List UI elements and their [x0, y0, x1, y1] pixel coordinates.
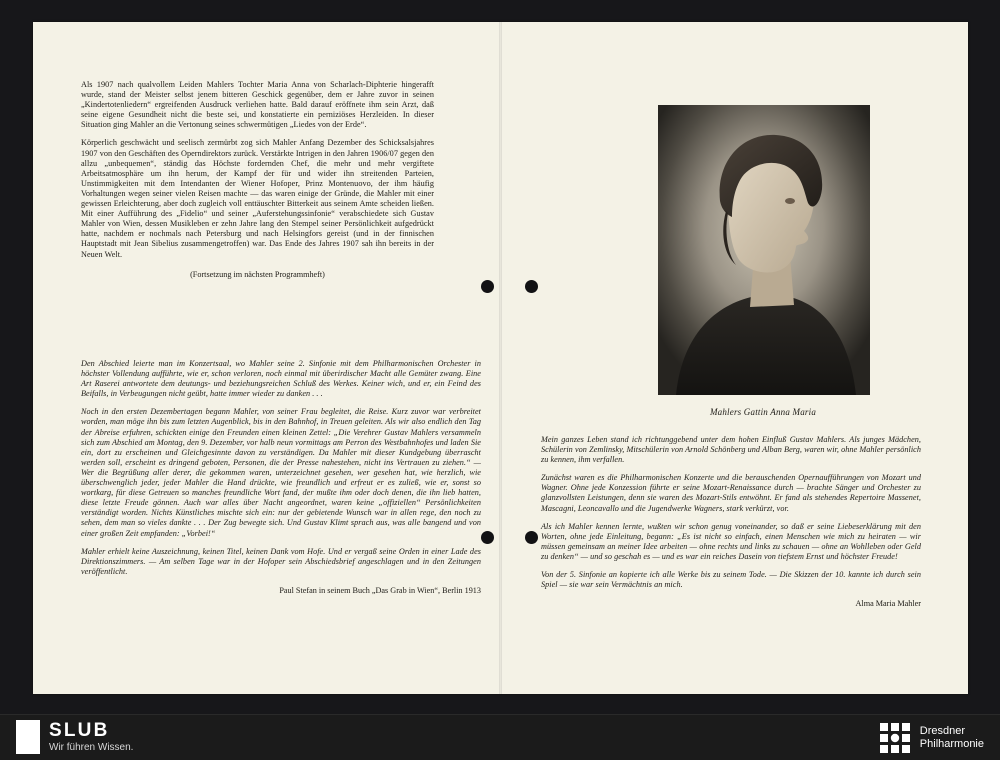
- left-top-text-column: [81, 80, 434, 280]
- punch-hole: [525, 280, 538, 293]
- page-fold: [499, 22, 502, 694]
- paragraph: Von der 5. Sinfonie an kopierte ich alle Werke bis zu seinem Tode. — Die Skizzen der 10. kannte ich durch sein Spiel — sie war sein Vermächtnis an mich.: [541, 570, 921, 590]
- photo-caption: Mahlers Gattin Anna Maria: [709, 407, 817, 417]
- paragraph: Noch in den ersten Dezembertagen begann Mahler, von seiner Frau begleitet, die Reise. Kurz zuvor war verbreitet worden, man möge ihn bis zum letzten Augenblick, bis in den Bahnhof, in Treuen geleiten. Als wir also endlich den Tag der Abreise erfuhren, schickten einige den Freunden einen kleinen Zettel: „Die Verehrer Gustav Mahlers versammeln sich zum Abschied am Montag, den 9. Dezember, vor halb neun vormittags am Perron des Westbahnhofes und laden Sie ein, dort zu erscheinen und Gleichgesinnte davon zu verständigen. Da Mahler mit dieser Kundgebung überrascht werden soll, erscheint es dringend geboten, Personen, die der Presse nahestehen, nicht ins Vertrauen zu ziehen.“ — Wer die Begrüßung aller derer, die gekommen waren, unterzeichnet gesehen, wer gesehen hat, wie herzlich, wie überschwenglich jeder, jeder Mahler die Hand drückte, wie freundlich und erfreut er es zuließ, wie er, sonst so wortkarg, für diese Getreuen so manches freundliche Wort fand, der mußte ihm oder doch denen, die ihn lieb hatten, diese letzte Freude gönnen. Auch war alles über Nacht angeordnet, waren keine „offiziellen“ Persönlichkeiten verständigt worden. Nichts Künstliches mischte sich ein: nur der gebietende Wunsch war in allen rege, den noch zu sehen, dem man so vieles dankte . . . Der Zug bewegte sich. Und Gustav Klimt sprach aus, was alle bangend und von einer großen Zeit empfanden: „Vorbei!“: [81, 407, 481, 538]
- paragraph: Den Abschied leierte man im Konzertsaal, wo Mahler seine 2. Sinfonie mit dem Philharmonischen Orchester in höchster Vollendung aufführte, wie er, schon verloren, noch einmal mit überirdischer Macht alle Gemüter zwang. Eine Art Raserei antwortete dem deutungs- und beziehungsreichen Schluß des Werkes. Keiner wich, und er, ein Feind des Beifalls, in Verbeugungen nicht geübt, hatte immer wieder zu danken . . .: [81, 359, 481, 399]
- punch-hole: [481, 531, 494, 544]
- source-credit: Paul Stefan in seinem Buch „Das Grab in Wien“, Berlin 1913: [279, 585, 481, 595]
- right-bottom-text-column: [541, 435, 921, 618]
- paragraph: Mein ganzes Leben stand ich richtunggebend unter dem hohen Einfluß Gustav Mahlers. Als junges Mädchen, Schülerin von Zemlinsky, Mitschülerin von Arnold Schönberg und Alban Berg, waren wir, ohne Mahler persönlich zu kennen, ihm verfallen.: [541, 435, 921, 465]
- paragraph: Mahler erhielt keine Auszeichnung, keinen Titel, keinen Dank vom Hofe. Und er vergaß seine Orden in einer Lade des Direktionszimmers. — Am selben Tage war in der Hofoper sein Abschiedsbrief angeschlagen und in den Zeitungen veröffentlicht.: [81, 546, 481, 576]
- photograph-anna-maria-mahler: [658, 105, 870, 395]
- punch-hole: [481, 280, 494, 293]
- scanned-page: [33, 22, 968, 694]
- slub-name: SLUB: [49, 720, 110, 741]
- author-credit: Alma Maria Mahler: [855, 599, 921, 609]
- dresdner-philharmonie-logo: [880, 723, 984, 753]
- photograph-frame: [658, 105, 870, 395]
- slub-logo-text: [49, 720, 133, 754]
- paragraph: Als ich Mahler kennen lernte, wußten wir schon genug voneinander, so daß er seine Liebeserklärung mit den Worten, ohne jede Einleitung, begann: „Es ist nicht so einfach, einen Menschen wie mich zu heiraten — wir müssen gemeinsam an meiner Idee arbeiten — ohne rechts und links zu schauen — ohne an Wohlleben oder Geld zu denken“ — und so geschah es — und es war ein reiches Dasein von tiefstem Ernst und höchster Freude!: [541, 521, 921, 561]
- slub-logo: [16, 720, 133, 754]
- left-bottom-text-column: [81, 359, 481, 604]
- philharmonie-line2: Philharmonie: [919, 738, 984, 750]
- punch-hole: [525, 531, 538, 544]
- paragraph: Zunächst waren es die Philharmonischen Konzerte und die berauschenden Opernaufführungen von Mozart und Wagner. Ohne jede Konzession führte er seine Mozart-Renaissance durch — brachte Sänger und Orchester zu glanzvollsten Leistungen, denn sie waren des Mozart-Stils entwöhnt. Er fand als stehendes Repertoire Massenet, Mascagni, Leoncavallo und die Jugendwerke Wagners, stark verkürzt, vor.: [541, 473, 921, 513]
- philharmonie-name: [920, 725, 984, 752]
- paragraph: Körperlich geschwächt und seelisch zermürbt zog sich Mahler Anfang Dezember des Schicksalsjahres 1907 von den Geschäften des Operndirektors zurück. Verstärkte Intrigen in den Jahren 1906/07 gegen den allzu „unbequemen“, ständig das Höchste fordernden Chef, die mehr und mehr vergiftete Arbeitsatmosphäre um ihn herum, der Kampf der für und wider ihn streitenden Parteien, Unstimmigkeiten mit dem Intendanten der Wiener Hofoper, Prinz Montenuovo, der ihm häufig Vorhaltungen wegen seiner vielen Reisen machte — das waren einige der Gründe, die Mahler mit einer gewissen Erleichterung, aber doch zugleich voll enttäuschter Bitterkeit aus seinem Amte scheiden ließen. Mit einer Aufführung des „Fidelio“ und seiner „Auferstehungssinfonie“ verabschiedete sich Gustav Mahler von Wien, dessen Musikleben er zehn Jahre lang den Stempel seiner Persönlichkeit aufgedrückt hatte, nachdem er nochmals nach Petersburg und nach Helsingfors gereist (und in der finnischen Hauptstadt mit Jean Sibelius zusammengetroffen) war. Das Ende des Jahres 1907 sah ihn bereits in der Neuen Welt.: [81, 138, 434, 259]
- philharmonie-line1: Dresdner: [919, 724, 966, 737]
- portrait-silhouette-icon: [658, 105, 870, 395]
- slub-mark-icon: [16, 720, 40, 754]
- paragraph: Als 1907 nach qualvollem Leiden Mahlers Tochter Maria Anna von Scharlach-Diphterie hingerafft wurde, stand der Meister selbst jenem bitteren Geschick gegenüber, dem er Jahre zuvor in seinen „Kindertotenliedern“ ergreifenden Ausdruck verliehen hatte. Bald darauf eröffnete ihm sein Arzt, daß seine eigene Gesundheit nicht die beste sei, und konstatierte ein perniziöses Herzleiden. In dieser Situation ging Mahler an die Vertonung seines schwermütigen „Liedes von der Erde“.: [81, 80, 434, 130]
- philharmonie-mark-icon: [880, 723, 910, 753]
- slub-tagline: Wir führen Wissen.: [49, 742, 134, 753]
- footer-bar: [0, 714, 1000, 760]
- continuation-note: (Fortsetzung im nächsten Programmheft): [190, 269, 325, 279]
